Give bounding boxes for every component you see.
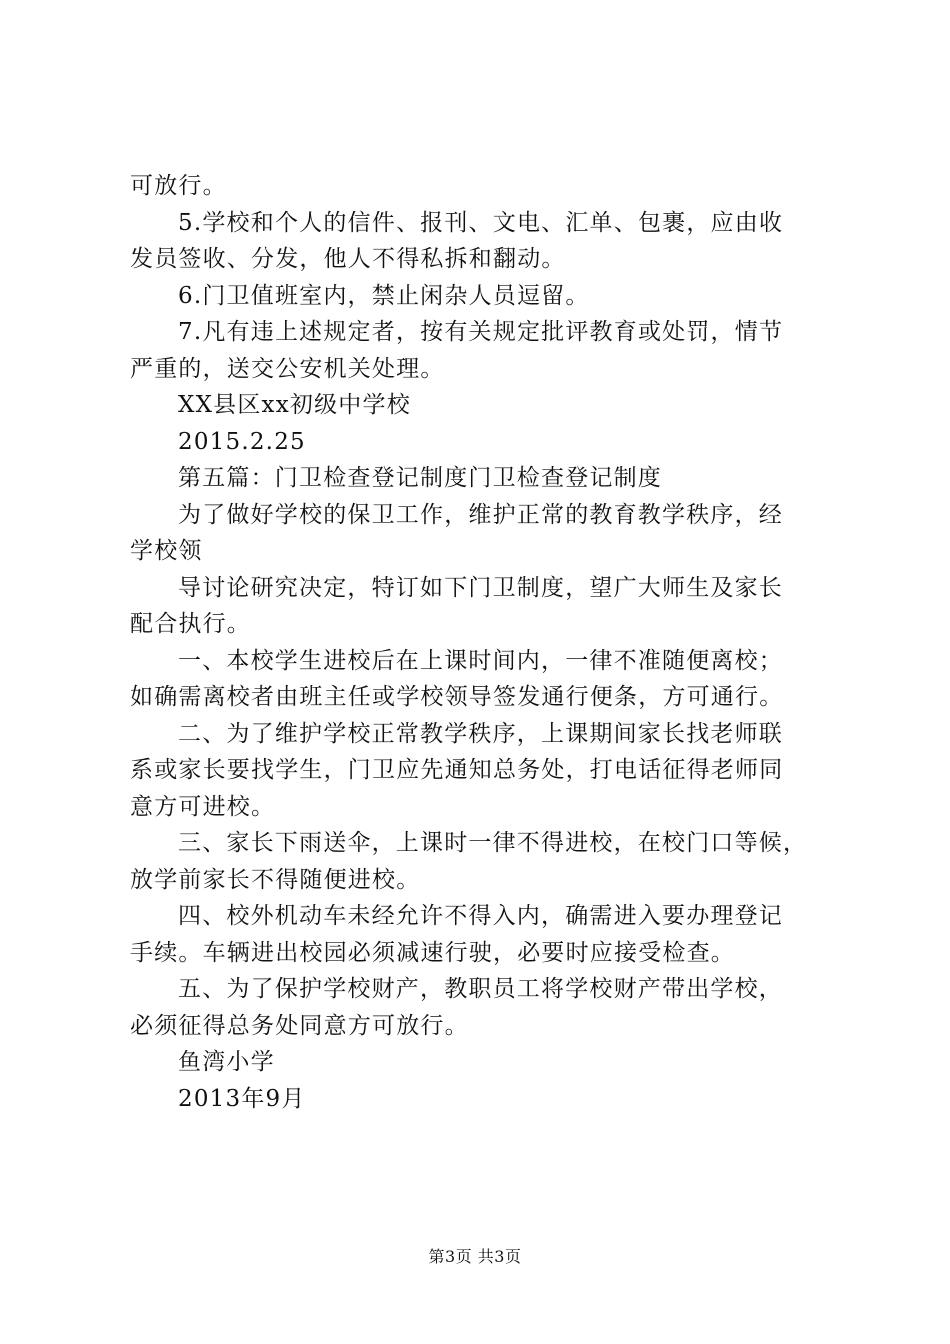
text-line: 五、为了保护学校财产，教职员工将学校财产带出学校， [178,976,783,1002]
text-line: 导讨论研究决定，特订如下门卫制度，望广大师生及家长 [178,574,783,601]
text-line: 2015.2.25 [178,428,306,455]
text-line: 严重的，送交公安机关处理。 [130,355,445,382]
text-line: 6.门卫值班室内，禁止闲杂人员逗留。 [178,282,590,309]
text-line: 意方可进校。 [130,793,276,820]
page-footer: 第3页 共3页 [428,1247,522,1266]
text-line: 二、为了维护学校正常教学秩序，上课期间家长找老师联 [178,720,783,747]
text-line: 如确需离校者由班主任或学校领导签发通行便条，方可通行。 [130,684,784,710]
document-body [130,168,830,1117]
text-line: 第五篇：门卫检查登记制度门卫检查登记制度 [178,465,662,491]
text-line: 鱼湾小学 [178,1049,275,1075]
text-line: 放学前家长不得随便进校。 [130,866,421,893]
text-line: 5.学校和个人的信件、报刊、文电、汇单、包裹，应由收 [178,209,784,236]
text-line: 手续。车辆进出校园必须减速行驶，必要时应接受检查。 [130,939,735,966]
text-line: 可放行。 [130,173,227,199]
text-line: 7.凡有违上述规定者，按有关规定批评教育或处罚，情节 [178,319,784,345]
text-line: 四、校外机动车未经允许不得入内，确需进入要办理登记 [178,903,783,929]
text-line: 一、本校学生进校后在上课时间内，一律不准随便离校； [178,647,783,674]
text-line: 发员签收、分发，他人不得私拆和翻动。 [130,246,566,272]
text-line: 学校领 [130,538,203,564]
text-line: XX县区xx初级中学校 [178,392,411,418]
text-line: 为了做好学校的保卫工作，维护正常的教育教学秩序，经 [178,501,783,528]
text-line: 配合执行。 [130,611,251,637]
text-line: 三、家长下雨送伞，上课时一律不得进校，在校门口等候， [178,830,808,856]
text-line: 必须征得总务处同意方可放行。 [130,1012,469,1039]
text-line: 系或家长要找学生，门卫应先通知总务处，打电话征得老师同 [130,757,784,783]
text-line: 2013年9月 [178,1085,306,1112]
